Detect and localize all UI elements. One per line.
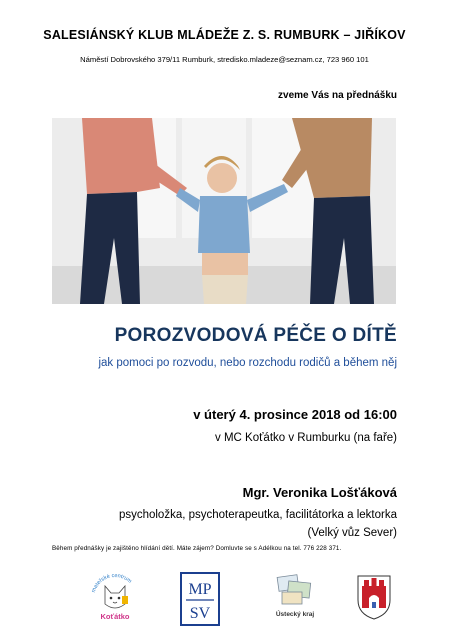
childcare-note: Během přednášky je zajištěno hlídání dětí. Máte zájem? Domluvte se s Adélkou na tel. 776 228 371. <box>52 545 342 552</box>
mpsv-logo <box>180 572 220 626</box>
family-photo-illustration <box>52 118 396 304</box>
speaker-group: (Velký vůz Sever) <box>307 527 397 539</box>
lecture-subtitle: jak pomoci po rozvodu, nebo rozchodu rodičů a během něj <box>98 357 397 369</box>
mpsv-top-text: MP <box>188 581 212 598</box>
lecture-date: v úterý 4. prosince 2018 od 16:00 <box>193 407 397 422</box>
kotatko-name: Koťátko <box>100 612 130 621</box>
ustecky-kraj-name: Ústecký kraj <box>275 611 315 618</box>
ustecky-kraj-logo <box>270 572 320 622</box>
organization-name: SALESIÁNSKÝ KLUB MLÁDEŽE Z. S. RUMBURK – JIŘÍKOV <box>43 28 406 42</box>
lecture-title: POROZVODOVÁ PÉČE O DÍTĚ <box>114 325 397 346</box>
speaker-roles: psycholožka, psychoterapeutka, facilitátorka a lektorka <box>118 509 397 521</box>
kotatko-logo <box>88 572 142 622</box>
rumburk-coat-of-arms-icon <box>356 574 392 620</box>
lecture-venue: v MC Koťátko v Rumburku (na faře) <box>215 432 397 444</box>
svg-text:mateřské centrum <box>91 573 133 593</box>
kotatko-ring-text: mateřské centrum <box>90 572 133 594</box>
mpsv-bottom-text: SV <box>189 605 211 622</box>
family-photo <box>52 118 396 304</box>
invitation-text: zveme Vás na přednášku <box>278 90 397 101</box>
organization-address: Náměstí Dobrovského 379/11 Rumburk, stredisko.mladeze@seznam.cz, 723 960 101 <box>80 55 369 64</box>
speaker-name: Mgr. Veronika Lošťáková <box>242 485 397 500</box>
